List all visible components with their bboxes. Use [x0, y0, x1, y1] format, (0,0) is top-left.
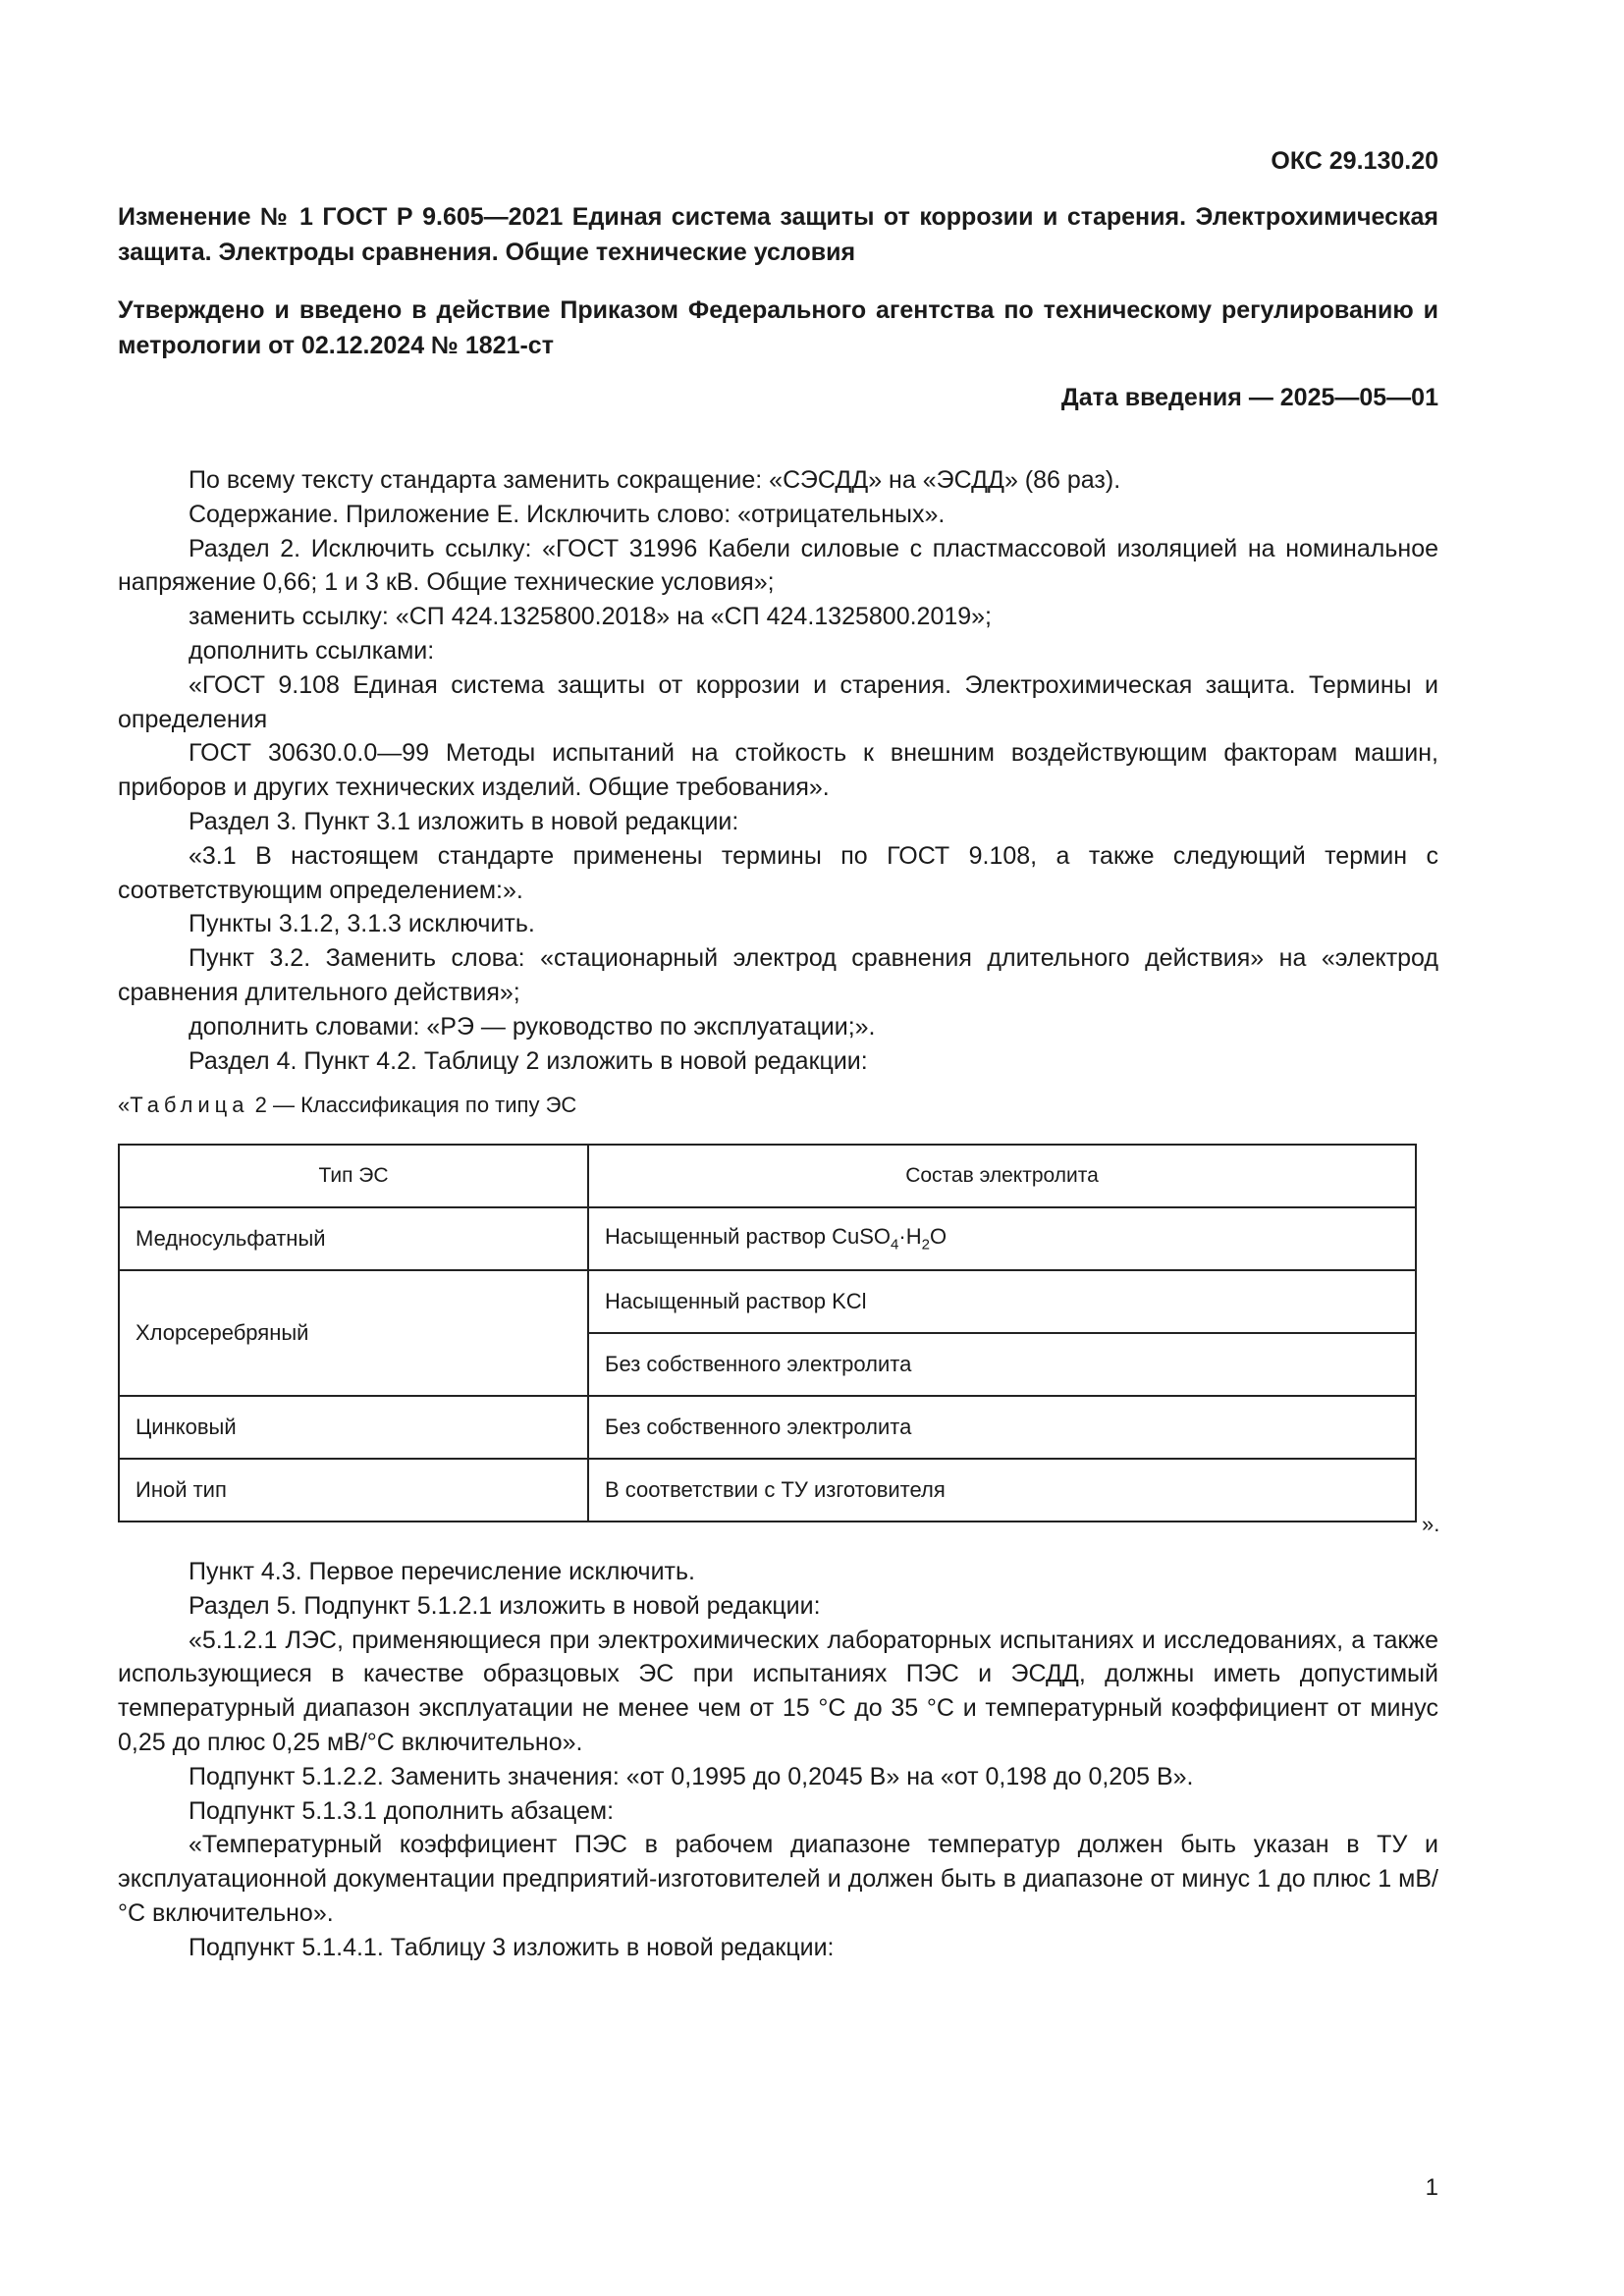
header-cell-type: Тип ЭС [119, 1145, 588, 1207]
paragraph: Содержание. Приложение Е. Исключить слово: «отрицательных». [189, 500, 946, 528]
cell-electrolyte: Без собственного электролита [588, 1396, 1416, 1459]
cell-electrolyte: Насыщенный раствор KCl [588, 1270, 1416, 1333]
cell-electrolyte: Без собственного электролита [588, 1333, 1416, 1396]
classification-table [118, 1144, 1417, 1522]
paragraph: «3.1 В настоящем стандарте применены термины по ГОСТ 9.108, а также следующий термин с соответствующим определением:». [118, 841, 1438, 904]
amendment-text-part-2 [118, 1555, 1438, 1965]
cell-electrolyte: Насыщенный раствор $CuSO_4\cdot H_2O$ [588, 1207, 1416, 1270]
approval-statement: Утверждено и введено в действие Приказом Федерального агентства по техническому регулированию и метрологии от 02.12.2024 № 1821-ст [118, 296, 1438, 359]
paragraph: Раздел 2. Исключить ссылку: «ГОСТ 31996 Кабели силовые с пластмассовой изоляцией на номинальное напряжение 0,66; 1 и 3 кВ. Общие технические условия»; [118, 534, 1438, 597]
cell-type: Хлорсеребряный [119, 1270, 588, 1396]
table-caption: «Таблица 2 — Классификация по типу ЭС [118, 1093, 577, 1117]
amendment-title: Изменение № 1 ГОСТ Р 9.605—2021 Единая система защиты от коррозии и старения. Электрохимическая защита. Электроды сравнения. Общие технические условия [118, 203, 1438, 266]
table-row [119, 1396, 1416, 1459]
table-closing-quote: ». [1422, 1512, 1440, 1536]
paragraph: Пункт 4.3. Первое перечисление исключить. [189, 1558, 695, 1585]
table-row [119, 1459, 1416, 1522]
cell-type: Медносульфатный [119, 1207, 588, 1270]
table-row [119, 1207, 1416, 1270]
okc-code: ОКС 29.130.20 [1271, 147, 1438, 175]
amendment-text-part-1 [118, 463, 1438, 1078]
paragraph: Подпункт 5.1.2.2. Заменить значения: «от 0,1995 до 0,2045 В» на «от 0,198 до 0,205 В». [189, 1762, 1194, 1790]
paragraph: Раздел 5. Подпункт 5.1.2.1 изложить в новой редакции: [189, 1591, 821, 1620]
paragraph: «ГОСТ 9.108 Единая система защиты от коррозии и старения. Электрохимическая защита. Термины и определения [118, 670, 1438, 733]
cell-type: Иной тип [119, 1459, 588, 1522]
paragraph: заменить ссылку: «СП 424.1325800.2018» на «СП 424.1325800.2019»; [189, 603, 993, 631]
cell-type: Цинковый [119, 1396, 588, 1459]
table-row [119, 1270, 1416, 1333]
paragraph: «5.1.2.1 ЛЭС, применяющиеся при электрохимических лабораторных испытаниях и исследованиях, а также использующиеся в качестве образцовых ЭС при испытаниях ПЭС и ЭСДД, должны иметь допустимый температурный диапазон эксплуатации не менее чем от 15 °С до 35 °С и температурный коэффициент от минус 0,25 до плюс 0,25 мВ/°С включительно». [118, 1626, 1438, 1756]
effective-date: Дата введения — 2025—05—01 [1060, 384, 1438, 411]
document-page [118, 0, 1438, 2296]
table-header-row [119, 1145, 1416, 1207]
paragraph: дополнить ссылками: [189, 636, 435, 665]
header-cell-electrolyte: Состав электролита [588, 1145, 1416, 1207]
cell-electrolyte: В соответствии с ТУ изготовителя [588, 1459, 1416, 1522]
paragraph: Раздел 4. Пункт 4.2. Таблицу 2 изложить в новой редакции: [189, 1046, 868, 1075]
paragraph: Подпункт 5.1.3.1 дополнить абзацем: [189, 1796, 615, 1825]
paragraph: Пункты 3.1.2, 3.1.3 исключить. [189, 910, 535, 938]
paragraph: По всему тексту стандарта заменить сокращение: «СЭСДД» на «ЭСДД» (86 раз). [189, 466, 1121, 494]
paragraph: Пункт 3.2. Заменить слова: «стационарный электрод сравнения длительного действия» на «электрод сравнения длительного действия»; [118, 944, 1438, 1006]
paragraph: дополнить словами: «РЭ — руководство по эксплуатации;». [189, 1012, 876, 1041]
paragraph: Раздел 3. Пункт 3.1 изложить в новой редакции: [189, 807, 739, 835]
paragraph: «Температурный коэффициент ПЭС в рабочем диапазоне температур должен быть указан в ТУ и эксплуатационной документации предприятий-изготовителей и должен быть в диапазоне от минус 1 до плюс 1 мВ/°С включительно». [118, 1831, 1438, 1927]
paragraph: Подпункт 5.1.4.1. Таблицу 3 изложить в новой редакции: [189, 1933, 835, 1961]
paragraph: ГОСТ 30630.0.0—99 Методы испытаний на стойкость к внешним воздействующим факторам машин, приборов и других технических изделий. Общие требования». [118, 739, 1438, 802]
page-number: 1 [1425, 2174, 1438, 2201]
